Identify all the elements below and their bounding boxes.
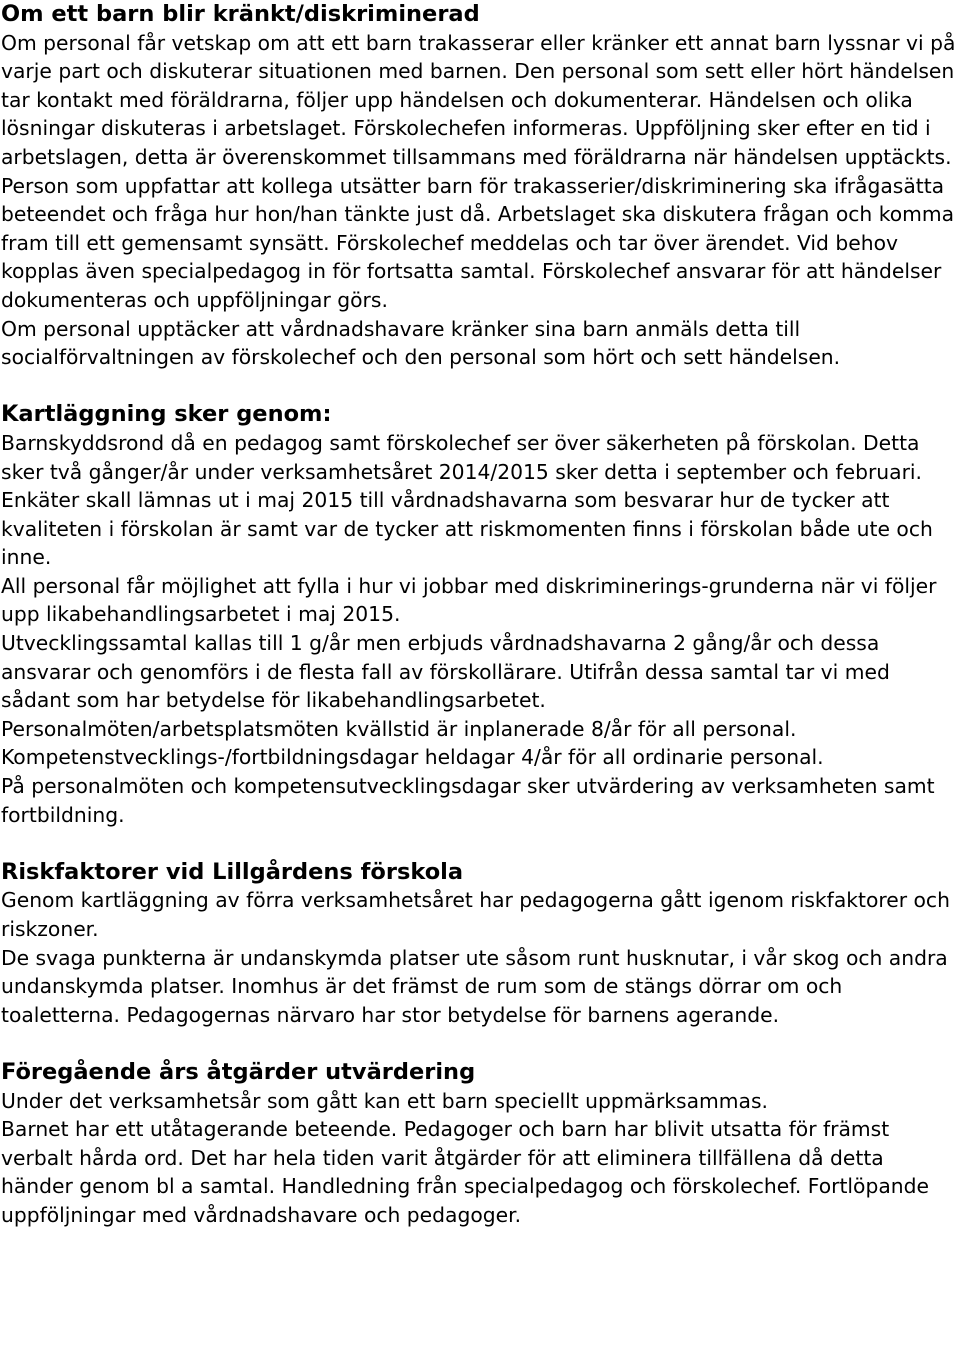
section-foregaende-ars-atgarder (1, 1058, 958, 1230)
section-heading: Kartläggning sker genom: (1, 401, 332, 428)
paragraph: Barnskyddsrond då en pedagog samt förskolechef ser över säkerheten på förskolan. Detta sker två gånger/år under verksamhetsåret 2014/2015 sker detta i september och februari. (1, 430, 922, 484)
paragraph: Om personal upptäcker att vårdnadshavare kränker sina barn anmäls detta till socialförvaltningen av förskolechef och den personal som hört och sett händelsen. (1, 316, 841, 370)
section-krankt-diskriminerad (1, 0, 958, 372)
section-riskfaktorer (1, 858, 958, 1030)
paragraph: På personalmöten och kompetensutvecklingsdagar sker utvärdering av verksamheten samt fortbildning. (1, 774, 935, 827)
paragraph: Utvecklingssamtal kallas till 1 g/år men erbjuds vårdnadshavarna 2 gång/år och dessa ansvarar och genomförs i de flesta fall av förskollärare. Utifrån dessa samtal tar vi med sådant som har betydelse för likabehandlingsarbetet. (1, 631, 890, 713)
paragraph: All personal får möjlighet att fylla i hur vi jobbar med diskriminerings-grunderna när vi följer upp likabehandlingsarbetet i maj 2015. (1, 573, 937, 627)
paragraph: Under det verksamhetsår som gått kan ett barn speciellt uppmärksammas. (1, 1088, 768, 1113)
paragraph: Personalmöten/arbetsplatsmöten kvällstid är inplanerade 8/år för all personal. (1, 716, 797, 741)
paragraph: Kompetenstvecklings-/fortbildningsdagar heldagar 4/år för all ordinarie personal. (1, 745, 824, 770)
section-heading: Riskfaktorer vid Lillgårdens förskola (1, 858, 464, 885)
paragraph: Barnet har ett utåtagerande beteende. Pedagoger och barn har blivit utsatta för främst verbalt hårda ord. Det har hela tiden varit åtgärder för att eliminera tillfällena då detta händer genom bl a samtal. Handledning från specialpedagog och förskolechef. Fortlöpande uppföljningar med vårdnadshavare och pedagoger. (1, 1117, 929, 1227)
paragraph: Person som uppfattar att kollega utsätter barn för trakasserier/diskriminering ska ifrågasätta beteendet och fråga hur hon/han tänkte just då. Arbetslaget ska diskutera frågan och komma fram till ett gemensamt synsätt. Förskolechef meddelas och tar över ärendet. Vid behov kopplas även specialpedagog in för fortsatta samtal. Förskolechef ansvarar för att händelser dokumenteras och uppföljningar görs. (1, 173, 955, 312)
section-heading: Föregående års åtgärder utvärdering (1, 1058, 476, 1085)
section-spacer (1, 372, 958, 401)
paragraph: De svaga punkterna är undanskymda platser ute såsom runt husknutar, i vår skog och andra undanskymda platser. Inomhus är det främst de rum som de stängs dörrar om och toaletterna. Pedagogernas närvaro har stor betydelse för barnens agerande. (1, 945, 948, 1027)
paragraph: Om personal får vetskap om att ett barn trakasserar eller kränker ett annat barn lyssnar vi på varje part och diskuterar situationen med barnen. Den personal som sett eller hört händelsen tar kontakt med föräldrarna, följer upp händelsen och dokumenterar. Händelsen och olika lösningar diskuteras i arbetslaget. Förskolechefen informeras. Uppföljning sker efter en tid i arbetslagen, detta är överenskommet tillsammans med föräldrarna när händelsen upptäckts. (1, 30, 956, 169)
section-spacer (1, 829, 958, 858)
paragraph: Enkäter skall lämnas ut i maj 2015 till vårdnadshavarna som besvarar hur de tycker att kvaliteten i förskolan är samt var de tycker att riskmomenten finns i förskolan både ute och inne. (1, 488, 933, 570)
paragraph: Genom kartläggning av förra verksamhetsåret har pedagogerna gått igenom riskfaktorer och riskzoner. (1, 888, 950, 941)
section-heading: Om ett barn blir kränkt/diskriminerad (1, 1, 480, 27)
section-spacer (1, 1029, 958, 1058)
section-kartlaggning (1, 400, 958, 829)
